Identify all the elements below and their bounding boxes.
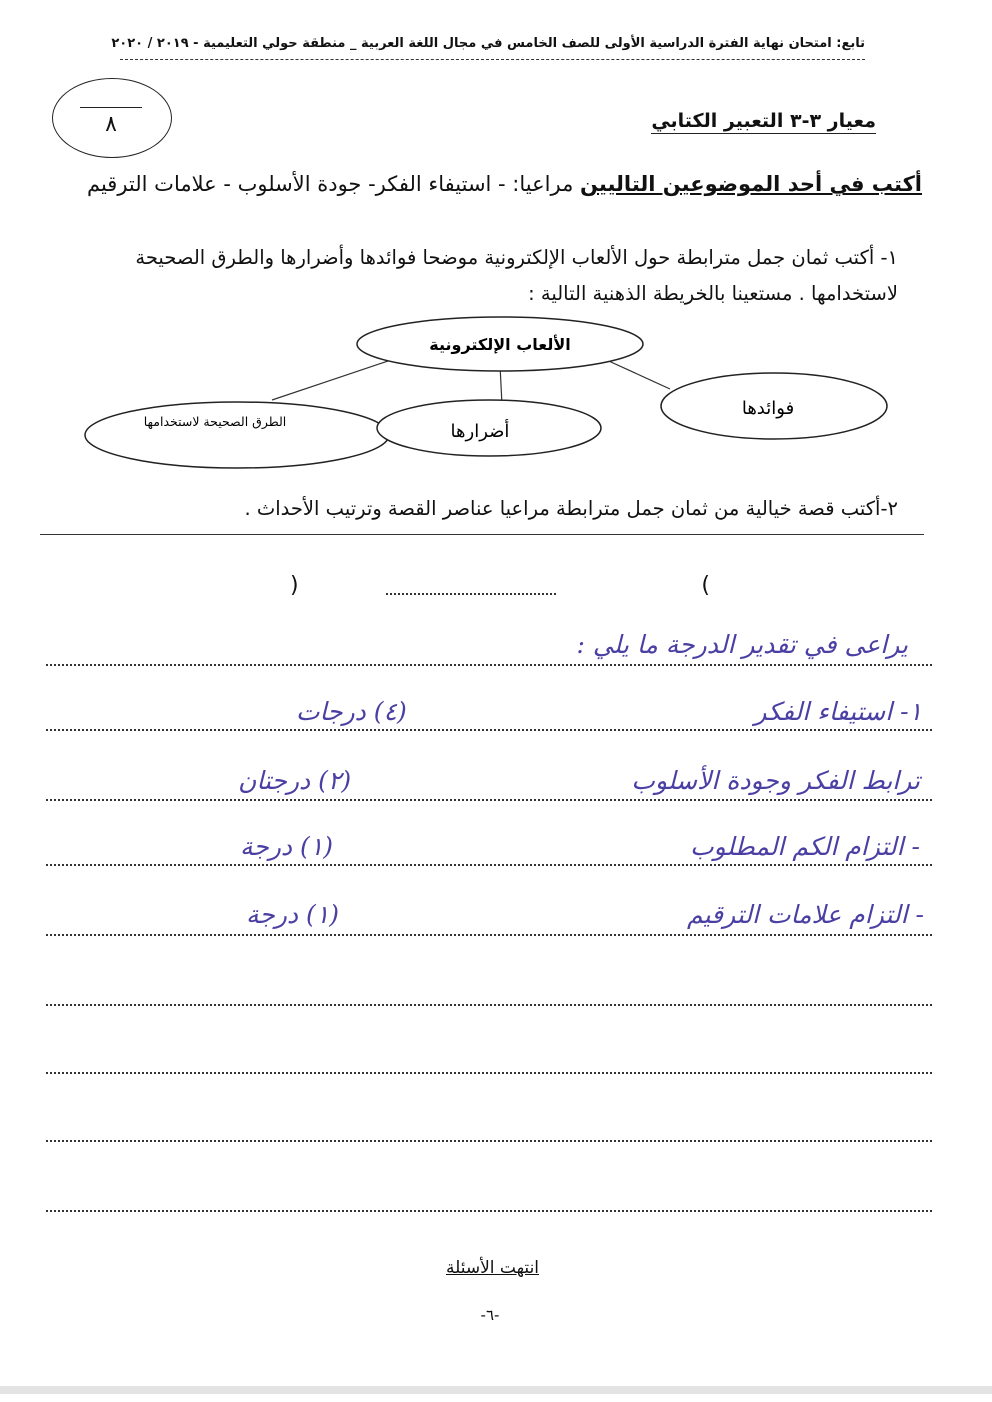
writing-line xyxy=(46,799,932,801)
grade-fraction-line xyxy=(80,107,142,108)
instruction xyxy=(87,172,922,196)
mind-map-use-label: الطرق الصحيحة لاستخدامها xyxy=(143,414,287,429)
instruction-bold: أكتب في أحد الموضوعين التاليين xyxy=(580,172,922,196)
story-title-paren-left: ) xyxy=(290,573,299,598)
exam-header: تابع: امتحان نهاية الفترة الدراسية الأولى للصف الخامس في مجال اللغة العربية _ منطقة حولي التعليمية - ٢٠١٩ / ٢٠٢٠ xyxy=(111,36,865,51)
mind-map-use-node xyxy=(85,402,389,468)
mind-map xyxy=(40,315,900,475)
header-rule xyxy=(120,59,865,60)
section-divider xyxy=(40,534,924,535)
scan-bottom-band xyxy=(0,1386,992,1394)
rubric-line-3-score: (٢) درجتان xyxy=(238,766,352,795)
writing-line xyxy=(46,664,932,666)
rubric-line-4: - التزام الكم المطلوب xyxy=(690,832,920,861)
writing-line xyxy=(46,864,932,866)
topic-1: ١- أكتب ثمان جمل مترابطة حول الألعاب الإلكترونية موضحا فوائدها وأضرارها والطرق الصحيحة لاستخدامها . مستعينا بالخريطة الذهنية التالية : xyxy=(135,246,898,305)
writing-line xyxy=(46,1210,932,1212)
writing-line xyxy=(46,1004,932,1006)
rubric-line-1: يراعى في تقدير الدرجة ما يلي : xyxy=(576,630,908,659)
rubric-line-4-score: (١) درجة xyxy=(240,832,333,861)
mind-map-link-use xyxy=(272,357,400,400)
story-title-field xyxy=(290,573,710,603)
page-number: -٦- xyxy=(480,1306,500,1324)
rubric-line-5: - التزام علامات الترقيم xyxy=(686,900,924,929)
writing-line xyxy=(46,1140,932,1142)
standard-title: معيار ٣-٣ التعبير الكتابي xyxy=(651,110,876,132)
story-title-paren-right: ( xyxy=(701,573,710,598)
mind-map-center-label: الألعاب الإلكترونية xyxy=(429,335,571,354)
mind-map-benefits-label: فوائدها xyxy=(741,398,795,419)
rubric-line-2: ١- استيفاء الفكر xyxy=(754,697,922,726)
end-of-questions: انتهت الأسئلة xyxy=(445,1258,540,1278)
rubric-line-3: ترابط الفكر وجودة الأسلوب xyxy=(631,766,920,795)
topic-2: ٢-أكتب قصة خيالية من ثمان جمل مترابطة مراعيا عناصر القصة وترتيب الأحداث . xyxy=(244,497,898,520)
grade-total: ٨ xyxy=(105,112,117,137)
mind-map-harms-label: أضرارها xyxy=(450,421,510,442)
rubric-line-2-score: (٤) درجات xyxy=(296,697,407,726)
instruction-criteria: مراعيا: - استيفاء الفكر- جودة الأسلوب - علامات الترقيم xyxy=(86,172,580,196)
writing-line xyxy=(46,1072,932,1074)
story-title-dots xyxy=(386,593,556,595)
writing-line xyxy=(46,934,932,936)
writing-line xyxy=(46,729,932,731)
rubric-line-5-score: (١) درجة xyxy=(246,900,339,929)
